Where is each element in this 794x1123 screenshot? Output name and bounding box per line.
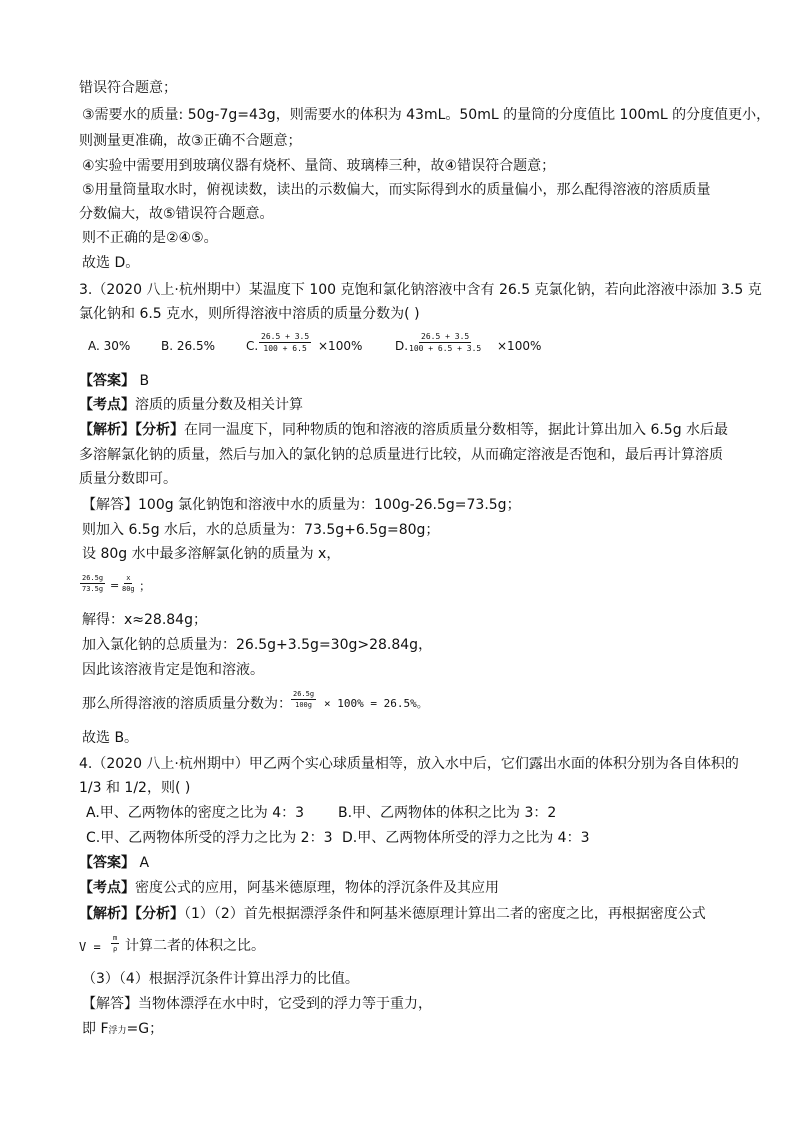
q4-stem-line-1: 4.（2020 八上·杭州期中）甲乙两个实心球质量相等，放入水中后，它们露出水面的体积分别为各自体积的 xyxy=(79,756,739,772)
q3-answer-value: B xyxy=(139,373,150,389)
q3-analysis-line-3: 质量分数即可。 xyxy=(79,471,177,487)
q4-stem-line-2: 1/3 和 1/2，则( ) xyxy=(79,780,191,796)
q4-option-c: C.甲、乙两物体所受的浮力之比为 2：3 xyxy=(86,830,333,846)
q3-solution-line-7-tail: × 100% = 26.5%。 xyxy=(324,697,428,710)
q4-analysis-text-1: （1）（2）首先根据漂浮条件和阿基米德原理计算出二者的密度之比，再根据密度公式 xyxy=(184,906,706,922)
q4-answer-value: A xyxy=(139,855,150,871)
q3-option-b: B. 26.5% xyxy=(161,339,215,353)
q3-equation-left-numerator: 26.5g xyxy=(82,574,104,582)
prev-line-4: ④实验中需要用到玻璃仪器有烧杯、量筒、玻璃棒三种，故④错误符合题意； xyxy=(82,158,556,174)
q4-solution-line-2 xyxy=(82,1020,163,1040)
q4-key-point-text: 密度公式的应用，阿基米德原理，物体的浮沉条件及其应用 xyxy=(135,880,499,896)
q3-equation-right-numerator: x xyxy=(126,574,131,582)
q3-equation-left-fraction xyxy=(80,574,105,593)
q3-equation-right-fraction xyxy=(120,574,137,593)
q4-analysis-line-1 xyxy=(79,905,706,923)
q3-key-point xyxy=(79,396,303,414)
q3-solution-line-7-fraction xyxy=(291,690,316,709)
q4-formula-denominator: ρ xyxy=(113,945,118,953)
prev-line-3: 则测量更准确，故③正确不合题意； xyxy=(79,133,302,149)
q3-solution-line-3: 设 80g 水中最多溶解氯化钠的质量为 x， xyxy=(82,546,341,562)
prev-line-7: 则不正确的是②④⑤。 xyxy=(82,230,218,246)
q4-formula-tail: 计算二者的体积之比。 xyxy=(125,938,265,954)
q3-option-d-label: D. xyxy=(395,339,409,353)
q3-choose: 故选 B。 xyxy=(82,730,139,746)
q4-formula-v: V = xyxy=(79,940,101,954)
q4-answer xyxy=(79,854,149,872)
q3-solution-line-5: 加入氯化钠的总质量为：26.5g+3.5g=30g>28.84g， xyxy=(82,637,433,653)
q4-option-d: D.甲、乙两物体所受的浮力之比为 4：3 xyxy=(342,830,590,846)
q3-option-c-denominator: 100 + 6.5 xyxy=(263,344,307,353)
prev-line-5: ⑤用量筒量取水时，俯视读数，读出的示数偏大，而实际得到水的质量偏小，那么配得溶液的溶质质量 xyxy=(82,182,711,198)
q3-stem-line-1: 3.（2020 八上·杭州期中）某温度下 100 克饱和氯化钠溶液中含有 26.5 克氯化钠，若向此溶液中添加 3.5 克 xyxy=(79,282,762,298)
q3-option-c-label: C. xyxy=(246,339,259,353)
q3-option-d-fraction xyxy=(407,332,483,353)
q3-stem-line-2: 氯化钠和 6.5 克水，则所得溶液中溶质的质量分数为( ) xyxy=(79,306,420,322)
q4-analysis-line-2: （3）（4）根据浮沉条件计算出浮力的比值。 xyxy=(82,971,359,987)
q4-answer-tag: 【答案】 xyxy=(79,855,135,871)
q3-analysis-tag: 【解析】【分析】 xyxy=(79,422,184,438)
q3-equation-left-denominator: 73.5g xyxy=(82,585,104,593)
q4-formula-fraction xyxy=(111,934,119,953)
q4-analysis-tag: 【解析】【分析】 xyxy=(79,906,184,922)
q3-option-a: A. 30% xyxy=(88,339,131,353)
q3-solution-line-2: 则加入 6.5g 水后，水的总质量为：73.5g+6.5g=80g； xyxy=(82,522,440,538)
q3-solution-line-4: 解得：x≈28.84g； xyxy=(82,612,207,628)
q3-solution-line-1: 【解答】100g 氯化钠饱和溶液中水的质量为：100g-26.5g=73.5g； xyxy=(82,497,521,513)
q3-option-d-numerator: 26.5 + 3.5 xyxy=(421,332,470,341)
q4-solution-line-2-suffix: =G； xyxy=(126,1021,164,1037)
prev-line-8: 故选 D。 xyxy=(82,255,140,271)
q4-solution-line-1: 【解答】当物体漂浮在水中时，它受到的浮力等于重力， xyxy=(82,996,432,1012)
q3-option-d-tail: ×100% xyxy=(497,339,542,353)
q4-option-a: A.甲、乙两物体的密度之比为 4：3 xyxy=(86,805,305,821)
q3-key-point-tag: 【考点】 xyxy=(79,397,135,413)
q3-solution-line-7-prefix: 那么所得溶液的溶质质量分数为： xyxy=(82,696,292,712)
q3-analysis-line-2: 多溶解氯化钠的质量，然后与加入的氯化钠的总质量进行比较，从而确定溶液是否饱和，最后再计算溶质 xyxy=(79,447,723,463)
q3-analysis-line-1 xyxy=(79,421,728,439)
prev-line-2: ③需要水的质量: 50g-7g=43g，则需要水的体积为 43mL。50mL 的量筒的分度值比 100mL 的分度值更小， xyxy=(82,107,771,123)
q3-equation-equals: = xyxy=(110,579,120,592)
q3-solution-line-6: 因此该溶液肯定是饱和溶液。 xyxy=(82,662,264,678)
q3-solution-line-7-denominator: 100g xyxy=(295,701,312,709)
q3-answer-tag: 【答案】 xyxy=(79,373,135,389)
q4-solution-line-2-subscript: 浮力 xyxy=(108,1026,127,1036)
q4-key-point-tag: 【考点】 xyxy=(79,880,135,896)
q3-analysis-text-1: 在同一温度下，同种物质的饱和溶液的溶质质量分数相等，据此计算出加入 6.5g 水后最 xyxy=(184,422,729,438)
q3-solution-line-7-numerator: 26.5g xyxy=(293,690,315,698)
prev-line-6: 分数偏大，故⑤错误符合题意。 xyxy=(79,206,274,222)
q4-option-b: B.甲、乙两物体的体积之比为 3：2 xyxy=(338,805,557,821)
q3-equation-right-denominator: 80g xyxy=(122,585,135,593)
q3-equation-end: ； xyxy=(139,579,152,593)
q3-key-point-text: 溶质的质量分数及相关计算 xyxy=(135,397,303,413)
q3-option-c-numerator: 26.5 + 3.5 xyxy=(261,332,310,341)
prev-line-1: 错误符合题意； xyxy=(79,80,177,96)
q4-formula-numerator: m xyxy=(113,934,118,942)
q4-key-point xyxy=(79,879,499,897)
q4-solution-line-2-prefix: 即 F xyxy=(82,1021,109,1037)
q3-answer xyxy=(79,372,149,390)
q3-option-d-denominator: 100 + 6.5 + 3.5 xyxy=(409,344,482,353)
q3-option-c-fraction xyxy=(259,332,311,353)
q3-option-c-tail: ×100% xyxy=(318,339,363,353)
